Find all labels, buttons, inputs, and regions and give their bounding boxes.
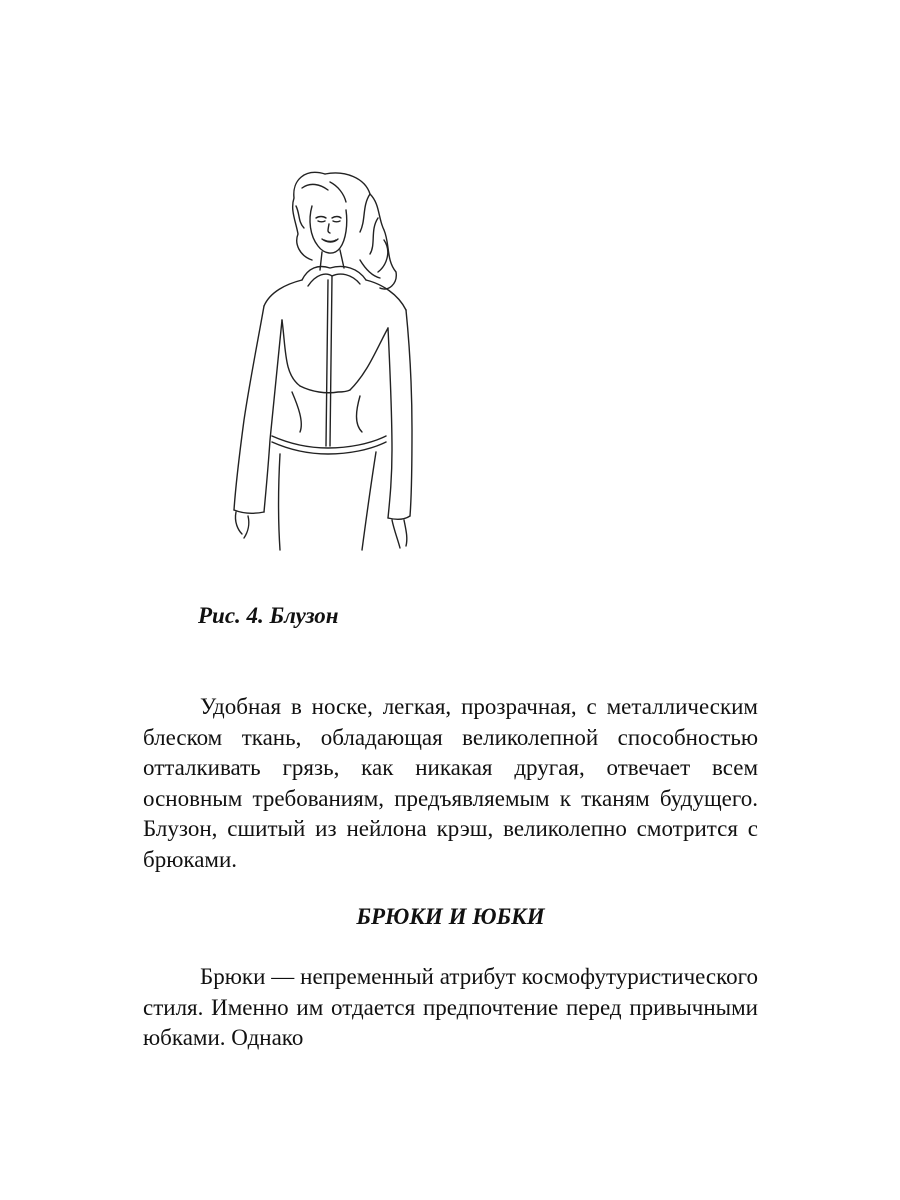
figure-caption: Рис. 4. Блузон (198, 603, 339, 628)
section-heading: БРЮКИ И ЮБКИ (356, 904, 545, 929)
body-paragraph: Удобная в носке, легкая, прозрачная, с металлическим блеском ткань, обладающая великолепной способностью отталкивать грязь, как никакая другая, отвечает всем основным требованиям, предъявляемым к тканям будущего. Блузон, сшитый из нейлона крэш, великолепно смотрится с брюками. (143, 694, 758, 872)
blouson-illustration (220, 160, 430, 555)
body-paragraph: Брюки — непременный атрибут космофутуристического стиля. Именно им отдается предпочтение перед привычными юбками. Однако (143, 964, 758, 1050)
